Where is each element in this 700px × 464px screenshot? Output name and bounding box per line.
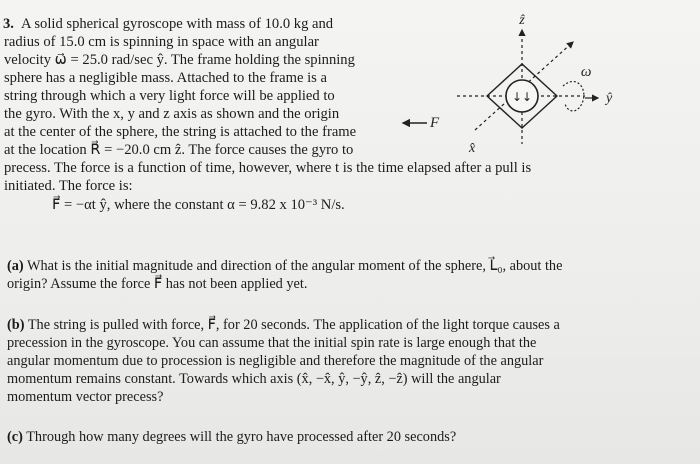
part-c-line-1: (c) Through how many degrees will the gyro have processed after 20 seconds? <box>7 429 457 445</box>
intro-line-2: radius of 15.0 cm is spinning in space with an angular <box>4 34 319 50</box>
omega-label: ω⃗ <box>580 64 604 80</box>
force-equation: F⃗ = −αt ŷ, where the constant α = 9.82 x 10⁻³ N/s. <box>52 197 345 213</box>
y-label: ŷ <box>606 91 613 106</box>
part-a-line-1: (a) What is the initial magnitude and direction of the angular moment of the sphere, L⃗₀, about the <box>7 258 563 274</box>
part-b-line-4: momentum remains constant. Towards which axis (x̂, −x̂, ŷ, −ŷ, ẑ, −ẑ) will the angular <box>7 371 501 387</box>
part-b-label: (b) <box>7 317 25 333</box>
intro-line-9: precess. The force is a function of time, however, where t is the time elapsed after a pull is <box>4 160 532 176</box>
intro-line-6: the gyro. With the x, y and z axis as shown and the origin <box>4 106 340 122</box>
problem-number: 3. <box>3 16 14 32</box>
intro-line-10: initiated. The force is: <box>4 178 133 194</box>
z-label: ẑ <box>519 13 525 28</box>
part-b-line-2: precession in the gyroscope. You can assume that the initial spin rate is large enough that the <box>7 335 537 351</box>
intro-line-8: at the location R⃗ = −20.0 cm ẑ. The force causes the gyro to <box>4 142 354 158</box>
x-label: x̂ <box>469 141 476 156</box>
part-b-line-1: (b) The string is pulled with force, F⃗, for 20 seconds. The application of the light torque causes a <box>7 317 560 333</box>
part-b-line-5: momentum vector precess? <box>7 389 164 405</box>
intro-line-5: string through which a very light force will be applied to <box>4 88 335 104</box>
force-label: F⃗ <box>430 115 451 131</box>
gyroscope-diagram <box>395 12 700 162</box>
intro-line-7: at the center of the sphere, the string is attached to the frame <box>4 124 357 140</box>
intro-line-1: A solid spherical gyroscope with mass of 10.0 kg and <box>21 16 334 32</box>
spin-arrows: ↓↓ <box>511 90 533 104</box>
part-a-line-2: origin? Assume the force F⃗ has not been applied yet. <box>7 276 308 292</box>
part-a-label: (a) <box>7 258 24 274</box>
intro-line-4: sphere has a negligible mass. Attached to the frame is a <box>4 70 327 86</box>
part-b-line-3: angular momentum due to procession is negligible and therefore the magnitude of the angular <box>7 353 544 369</box>
intro-line-3: velocity ω⃗ = 25.0 rad/sec ŷ. The frame holding the spinning <box>4 52 355 68</box>
part-c-label: (c) <box>7 429 23 445</box>
